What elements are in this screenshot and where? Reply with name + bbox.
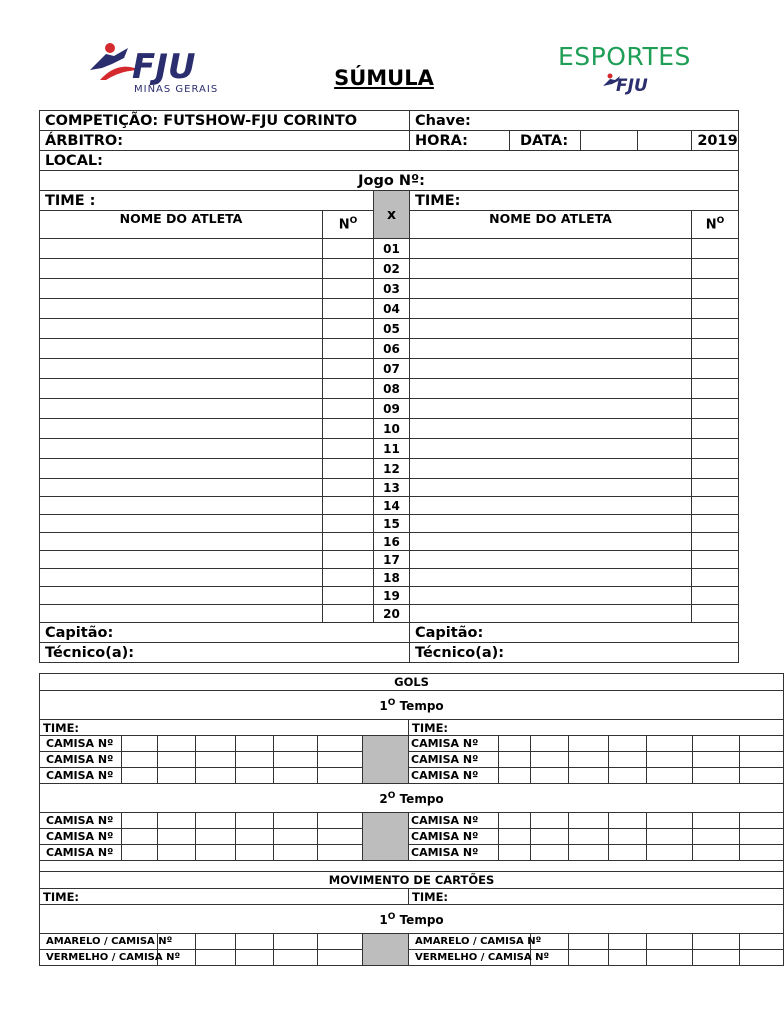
amarelo-cell-right[interactable] [740, 934, 784, 950]
hora-field[interactable]: HORA: [410, 131, 510, 151]
data-day-cell[interactable] [581, 131, 638, 151]
gols-t1-goal-cell-right[interactable] [740, 752, 784, 768]
vermelho-cell-left[interactable] [274, 950, 318, 966]
gols-t2-goal-cell-left[interactable] [158, 845, 196, 861]
athlete-name-left[interactable] [40, 515, 323, 533]
athlete-name-left[interactable] [40, 419, 323, 439]
gols-t2-goal-cell-left[interactable] [274, 845, 318, 861]
athlete-row [40, 439, 739, 459]
athlete-name-left[interactable] [40, 399, 323, 419]
gols-t2-goal-cell-left[interactable] [196, 829, 236, 845]
athlete-row [40, 279, 739, 299]
vermelho-cell-right[interactable] [569, 950, 609, 966]
arbitro-field[interactable]: ÁRBITRO: [40, 131, 410, 151]
cartoes-title: MOVIMENTO DE CARTÕES [40, 872, 784, 889]
gols-t2-camisa-label-left: CAMISA Nº [40, 813, 122, 829]
athlete-name-right[interactable] [410, 551, 692, 569]
amarelo-cell-right[interactable] [609, 934, 647, 950]
athlete-name-right[interactable] [410, 587, 692, 605]
athlete-name-right[interactable] [410, 533, 692, 551]
gols-t2-goal-cell-right[interactable] [531, 845, 569, 861]
competicao-field[interactable]: COMPETIÇÃO: FUTSHOW-FJU CORINTO [40, 111, 410, 131]
row-number: 18 [374, 569, 410, 587]
athlete-name-left[interactable] [40, 439, 323, 459]
athlete-num-left[interactable] [323, 479, 374, 497]
gols-t2-goal-cell-left[interactable] [158, 813, 196, 829]
gols-t2-camisa-label-right: CAMISA Nº [409, 829, 499, 845]
row-number: 07 [374, 359, 410, 379]
gols-t1-goal-cell-right[interactable] [569, 736, 609, 752]
row-number: 15 [374, 515, 410, 533]
spacer-row [40, 861, 784, 872]
athlete-num-right[interactable] [692, 239, 739, 259]
jogo-field[interactable]: Jogo Nº: [40, 171, 739, 191]
gols-t1-goal-cell-left[interactable] [274, 736, 318, 752]
athlete-name-left[interactable] [40, 319, 323, 339]
athlete-row [40, 497, 739, 515]
sumula-sheet [39, 110, 739, 663]
gols-t2-goal-cell-right[interactable] [609, 813, 647, 829]
athlete-name-right[interactable] [410, 279, 692, 299]
gols-t2-goal-cell-right[interactable] [531, 813, 569, 829]
col-num-left: $N^O$ [323, 211, 374, 239]
athlete-name-left[interactable] [40, 339, 323, 359]
gols-t1-goal-cell-right[interactable] [609, 768, 647, 784]
athlete-row [40, 419, 739, 439]
gols-t2-goal-cell-left[interactable] [196, 845, 236, 861]
gols-t1-goal-cell-right[interactable] [740, 768, 784, 784]
athlete-num-right[interactable] [692, 605, 739, 623]
athlete-num-left[interactable] [323, 587, 374, 605]
gols-t2-goal-cell-left[interactable] [158, 829, 196, 845]
vermelho-cell-left[interactable] [236, 950, 274, 966]
x-header: x [374, 191, 410, 239]
gols-t1-goal-cell-left[interactable] [196, 736, 236, 752]
athlete-num-right[interactable] [692, 515, 739, 533]
athlete-name-right[interactable] [410, 379, 692, 399]
capitao-left[interactable]: Capitão: [40, 623, 410, 643]
gols-t2-goal-cell-right[interactable] [499, 813, 531, 829]
athlete-name-left[interactable] [40, 605, 323, 623]
athlete-num-right[interactable] [692, 587, 739, 605]
vermelho-label-right: VERMELHO / CAMISA Nº [409, 950, 531, 966]
gols-t2-divider [363, 813, 409, 861]
athlete-name-right[interactable] [410, 319, 692, 339]
gols-t2-camisa-label-right: CAMISA Nº [409, 813, 499, 829]
gols-t1-goal-cell-right[interactable] [693, 768, 740, 784]
athlete-num-right[interactable] [692, 551, 739, 569]
athlete-num-right[interactable] [692, 497, 739, 515]
gols-t1-goal-cell-left[interactable] [274, 752, 318, 768]
athlete-row [40, 359, 739, 379]
gols-t1-divider [363, 736, 409, 784]
data-year-cell: 2019 [692, 131, 739, 151]
athlete-row [40, 459, 739, 479]
athlete-num-left[interactable] [323, 399, 374, 419]
athlete-row [40, 239, 739, 259]
athlete-name-left[interactable] [40, 479, 323, 497]
athlete-name-right[interactable] [410, 605, 692, 623]
gols-t1-camisa-label-right: CAMISA Nº [409, 736, 499, 752]
gols-t2-goal-cell-right[interactable] [569, 845, 609, 861]
athlete-num-right[interactable] [692, 459, 739, 479]
athlete-row [40, 569, 739, 587]
athlete-name-left[interactable] [40, 551, 323, 569]
gols-t1-goal-cell-left[interactable] [158, 752, 196, 768]
gols-t1-camisa-label-left: CAMISA Nº [40, 736, 122, 752]
gols-t2-goal-cell-left[interactable] [236, 813, 274, 829]
athlete-name-right[interactable] [410, 359, 692, 379]
gols-t2-goal-cell-right[interactable] [740, 829, 784, 845]
gols-t2-goal-cell-right[interactable] [740, 845, 784, 861]
gols-t1-goal-cell-left[interactable] [196, 768, 236, 784]
gols-t1-goal-cell-right[interactable] [569, 752, 609, 768]
vermelho-cell-right[interactable] [693, 950, 740, 966]
athlete-row [40, 551, 739, 569]
gols-t1-goal-cell-right[interactable] [609, 752, 647, 768]
data-label: DATA: [510, 131, 581, 151]
athlete-num-left[interactable] [323, 439, 374, 459]
chave-field[interactable]: Chave: [410, 111, 739, 131]
row-number: 09 [374, 399, 410, 419]
time-right-label[interactable]: TIME: [410, 191, 739, 211]
gols-t2-goal-cell-right[interactable] [740, 813, 784, 829]
gols-t1-goal-cell-right[interactable] [647, 736, 693, 752]
col-nome-right: NOME DO ATLETA [410, 211, 692, 239]
gols-t1-goal-cell-right[interactable] [499, 752, 531, 768]
athlete-name-right[interactable] [410, 419, 692, 439]
gols-t1-goal-cell-left[interactable] [122, 768, 158, 784]
gols-t1-goal-cell-right[interactable] [647, 768, 693, 784]
gols-t2-goal-cell-right[interactable] [569, 813, 609, 829]
athlete-num-right[interactable] [692, 439, 739, 459]
gols-t2-goal-cell-right[interactable] [647, 829, 693, 845]
row-number: 04 [374, 299, 410, 319]
row-number: 06 [374, 339, 410, 359]
amarelo-cell-left[interactable] [318, 934, 363, 950]
amarelo-cell-right[interactable] [693, 934, 740, 950]
athlete-name-right[interactable] [410, 259, 692, 279]
athlete-num-right[interactable] [692, 319, 739, 339]
gols-t1-goal-cell-left[interactable] [196, 752, 236, 768]
gols-t1-goal-cell-right[interactable] [531, 736, 569, 752]
brand-text: ESPORTES [558, 42, 691, 71]
row-number: 02 [374, 259, 410, 279]
cartoes-1-tempo: $1^O$ Tempo [40, 905, 784, 934]
col-nome-left: NOME DO ATLETA [40, 211, 323, 239]
capitao-right[interactable]: Capitão: [410, 623, 739, 643]
gols-t2-goal-cell-left[interactable] [122, 829, 158, 845]
athlete-name-left[interactable] [40, 359, 323, 379]
athlete-num-left[interactable] [323, 339, 374, 359]
gols-t1-goal-cell-right[interactable] [740, 736, 784, 752]
gols-t2-goal-cell-right[interactable] [609, 829, 647, 845]
athlete-num-right[interactable] [692, 569, 739, 587]
gols-t2-goal-cell-left[interactable] [318, 845, 363, 861]
gols-t2-goal-cell-right[interactable] [693, 845, 740, 861]
athlete-name-left[interactable] [40, 259, 323, 279]
page-title: SÚMULA [334, 66, 434, 90]
athlete-name-left[interactable] [40, 569, 323, 587]
athlete-num-right[interactable] [692, 399, 739, 419]
athlete-name-right[interactable] [410, 439, 692, 459]
tecnico-left[interactable]: Técnico(a): [40, 643, 410, 663]
row-number: 11 [374, 439, 410, 459]
gols-t1-goal-cell-left[interactable] [318, 752, 363, 768]
gols-t2-goal-cell-left[interactable] [236, 845, 274, 861]
gols-t1-goal-cell-right[interactable] [499, 736, 531, 752]
data-month-cell[interactable] [638, 131, 692, 151]
athlete-name-right[interactable] [410, 459, 692, 479]
row-number: 16 [374, 533, 410, 551]
gols-time-right[interactable]: TIME: [409, 720, 784, 736]
athlete-name-left[interactable] [40, 379, 323, 399]
time-left-label[interactable]: TIME : [40, 191, 374, 211]
athlete-name-left[interactable] [40, 299, 323, 319]
row-number: 13 [374, 479, 410, 497]
athlete-name-right[interactable] [410, 569, 692, 587]
athlete-num-right[interactable] [692, 479, 739, 497]
athlete-name-left[interactable] [40, 587, 323, 605]
gols-t2-goal-cell-left[interactable] [318, 813, 363, 829]
athlete-row [40, 339, 739, 359]
gols-t2-goal-cell-left[interactable] [274, 829, 318, 845]
amarelo-cell-left[interactable] [236, 934, 274, 950]
row-number: 10 [374, 419, 410, 439]
gols-t1-camisa-label-left: CAMISA Nº [40, 752, 122, 768]
athlete-num-left[interactable] [323, 259, 374, 279]
gols-t2-goal-cell-left[interactable] [122, 845, 158, 861]
amarelo-cell-left[interactable] [274, 934, 318, 950]
gols-t2-goal-cell-right[interactable] [647, 845, 693, 861]
athlete-name-right[interactable] [410, 515, 692, 533]
athlete-name-right[interactable] [410, 339, 692, 359]
athlete-row [40, 515, 739, 533]
gols-t1-camisa-label-left: CAMISA Nº [40, 768, 122, 784]
gols-t2-goal-cell-left[interactable] [274, 813, 318, 829]
athlete-num-left[interactable] [323, 239, 374, 259]
row-number: 01 [374, 239, 410, 259]
gols-t2-goal-cell-left[interactable] [236, 829, 274, 845]
athlete-num-right[interactable] [692, 279, 739, 299]
gols-t1-goal-cell-right[interactable] [569, 768, 609, 784]
athlete-num-left[interactable] [323, 279, 374, 299]
gols-t1-goal-cell-left[interactable] [236, 752, 274, 768]
fju-mini-logo [602, 72, 654, 94]
gols-t2-goal-cell-right[interactable] [647, 813, 693, 829]
athlete-num-left[interactable] [323, 605, 374, 623]
gols-t1-camisa-label-right: CAMISA Nº [409, 752, 499, 768]
athlete-name-left[interactable] [40, 239, 323, 259]
gols-t2-goal-cell-right[interactable] [531, 829, 569, 845]
gols-1-tempo: $1^O$ Tempo [40, 691, 784, 720]
row-number: 03 [374, 279, 410, 299]
amarelo-label-right: AMARELO / CAMISA Nº [409, 934, 531, 950]
amarelo-cell-right[interactable] [647, 934, 693, 950]
row-number: 17 [374, 551, 410, 569]
athlete-num-right[interactable] [692, 339, 739, 359]
athlete-num-left[interactable] [323, 497, 374, 515]
athlete-num-left[interactable] [323, 515, 374, 533]
gols-t1-goal-cell-right[interactable] [531, 752, 569, 768]
athlete-num-left[interactable] [323, 459, 374, 479]
gols-t1-goal-cell-left[interactable] [236, 736, 274, 752]
vermelho-label-left: VERMELHO / CAMISA Nº [40, 950, 158, 966]
gols-t1-goal-cell-left[interactable] [274, 768, 318, 784]
athlete-row [40, 399, 739, 419]
athlete-num-left[interactable] [323, 299, 374, 319]
athlete-name-left[interactable] [40, 279, 323, 299]
athlete-num-right[interactable] [692, 419, 739, 439]
cartoes-time-right[interactable]: TIME: [409, 889, 784, 905]
gols-t2-camisa-label-left: CAMISA Nº [40, 845, 122, 861]
athlete-row [40, 605, 739, 623]
gols-t1-goal-cell-left[interactable] [318, 768, 363, 784]
gols-t2-goal-cell-left[interactable] [318, 829, 363, 845]
vermelho-cell-left[interactable] [318, 950, 363, 966]
row-number: 19 [374, 587, 410, 605]
gols-t1-goal-cell-left[interactable] [122, 752, 158, 768]
gols-t2-goal-cell-left[interactable] [196, 813, 236, 829]
athlete-num-right[interactable] [692, 259, 739, 279]
gols-t2-goal-cell-right[interactable] [499, 845, 531, 861]
gols-t2-goal-cell-right[interactable] [569, 829, 609, 845]
athlete-row [40, 533, 739, 551]
cartoes-divider [363, 934, 409, 966]
athlete-name-right[interactable] [410, 299, 692, 319]
gols-t2-goal-cell-right[interactable] [693, 829, 740, 845]
gols-t2-goal-cell-right[interactable] [499, 829, 531, 845]
athlete-name-left[interactable] [40, 497, 323, 515]
athlete-row [40, 259, 739, 279]
gols-t2-camisa-label-right: CAMISA Nº [409, 845, 499, 861]
athlete-num-left[interactable] [323, 533, 374, 551]
row-number: 20 [374, 605, 410, 623]
athlete-num-right[interactable] [692, 533, 739, 551]
gols-t2-goal-cell-right[interactable] [693, 813, 740, 829]
row-number: 12 [374, 459, 410, 479]
vermelho-cell-left[interactable] [196, 950, 236, 966]
gols-title: GOLS [40, 674, 784, 691]
athlete-name-right[interactable] [410, 479, 692, 497]
gols-t1-goal-cell-right[interactable] [693, 736, 740, 752]
athlete-num-left[interactable] [323, 359, 374, 379]
gols-2-tempo: $2^O$ Tempo [40, 784, 784, 813]
gols-t1-goal-cell-left[interactable] [122, 736, 158, 752]
amarelo-cell-right[interactable] [569, 934, 609, 950]
athlete-name-left[interactable] [40, 459, 323, 479]
athlete-num-left[interactable] [323, 569, 374, 587]
vermelho-cell-right[interactable] [609, 950, 647, 966]
athlete-name-right[interactable] [410, 497, 692, 515]
athlete-row [40, 587, 739, 605]
gols-t1-goal-cell-right[interactable] [609, 736, 647, 752]
gols-section [39, 673, 784, 966]
tecnico-right[interactable]: Técnico(a): [410, 643, 739, 663]
svg-text:FJU: FJU [132, 47, 196, 87]
row-number: 08 [374, 379, 410, 399]
gols-t2-goal-cell-left[interactable] [122, 813, 158, 829]
gols-time-left[interactable]: TIME: [40, 720, 409, 736]
vermelho-cell-right[interactable] [647, 950, 693, 966]
gols-t1-goal-cell-right[interactable] [531, 768, 569, 784]
gols-t1-goal-cell-right[interactable] [499, 768, 531, 784]
gols-t1-camisa-label-right: CAMISA Nº [409, 768, 499, 784]
svg-text:FJU: FJU [616, 76, 648, 96]
logo-subtitle: MINAS GERAIS [134, 84, 219, 95]
athlete-row [40, 319, 739, 339]
gols-t2-camisa-label-left: CAMISA Nº [40, 829, 122, 845]
amarelo-label-left: AMARELO / CAMISA Nº [40, 934, 158, 950]
gols-t1-goal-cell-left[interactable] [158, 768, 196, 784]
gols-t1-goal-cell-left[interactable] [158, 736, 196, 752]
athlete-row [40, 299, 739, 319]
row-number: 14 [374, 497, 410, 515]
athlete-num-right[interactable] [692, 359, 739, 379]
gols-t1-goal-cell-left[interactable] [236, 768, 274, 784]
athlete-row [40, 379, 739, 399]
gols-t2-goal-cell-right[interactable] [609, 845, 647, 861]
athlete-rows [40, 239, 739, 623]
vermelho-cell-right[interactable] [740, 950, 784, 966]
athlete-num-right[interactable] [692, 379, 739, 399]
athlete-num-left[interactable] [323, 319, 374, 339]
local-field[interactable]: LOCAL: [40, 151, 739, 171]
athlete-name-right[interactable] [410, 239, 692, 259]
athlete-num-right[interactable] [692, 299, 739, 319]
gols-t1-goal-cell-right[interactable] [693, 752, 740, 768]
athlete-num-left[interactable] [323, 419, 374, 439]
athlete-name-right[interactable] [410, 399, 692, 419]
col-num-right: $N^O$ [692, 211, 739, 239]
gols-t1-goal-cell-left[interactable] [318, 736, 363, 752]
cartoes-time-left[interactable]: TIME: [40, 889, 409, 905]
gols-t1-goal-cell-right[interactable] [647, 752, 693, 768]
row-number: 05 [374, 319, 410, 339]
athlete-num-left[interactable] [323, 379, 374, 399]
athlete-row [40, 479, 739, 497]
athlete-name-left[interactable] [40, 533, 323, 551]
amarelo-cell-left[interactable] [196, 934, 236, 950]
athlete-num-left[interactable] [323, 551, 374, 569]
